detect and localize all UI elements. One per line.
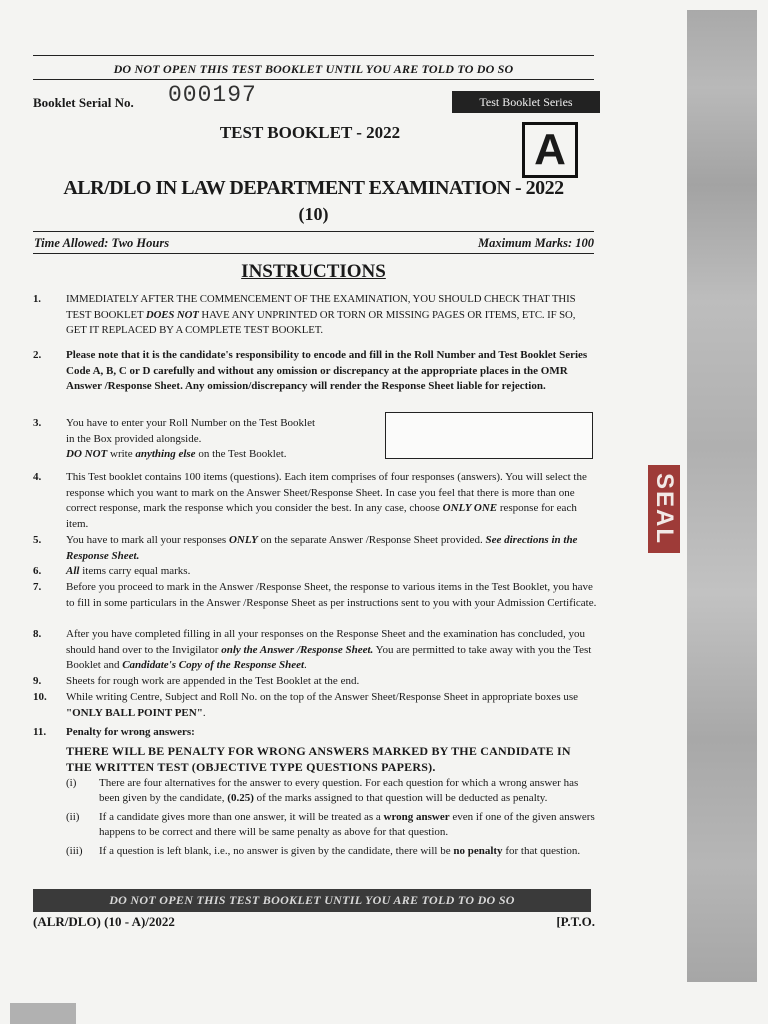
instruction-11 (33, 725, 597, 859)
top-rule-lower (33, 79, 594, 80)
penalty-clause-2 (66, 810, 597, 841)
instructions-heading: INSTRUCTIONS (241, 261, 386, 282)
seal-label: SEAL (651, 472, 679, 546)
penalty-caps-notice: THERE WILL BE PENALTY FOR WRONG ANSWERS MARKED BY THE CANDIDATE IN THE WRITTEN TEST (OBJECTIVE TYPE QUESTIONS PAPERS). (66, 743, 571, 774)
instruction-text: . (202, 706, 206, 719)
instruction-emphasis: anything else (135, 448, 196, 460)
instruction-text: Please note that it is the candidate's responsibility to encode and fill in the Roll Number and Test Booklet Series Code A, B, C or D carefully and without any omission or discrepancy at the appropriate places in the OMR Answer /Response Sheet. Any omission/discrepancy will render the Response Sheet liable for rejection. (66, 349, 588, 392)
binding-strip (687, 10, 757, 982)
top-rule (33, 55, 594, 56)
instruction-text: You have to enter your Roll Number on the Test Booklet in the Box provided alongside. (66, 417, 316, 445)
serial-number: 000197 (168, 82, 257, 108)
time-rule-top (33, 231, 594, 232)
clause-number: (i) (66, 776, 77, 789)
instruction-text: write (107, 448, 136, 460)
exam-code: (10) (298, 204, 329, 224)
instruction-text: Sheets for rough work are appended in the Test Booklet at the end. (66, 675, 360, 687)
instruction-emphasis: DOES NOT (145, 308, 199, 321)
instruction-emphasis: Candidate's Copy of the Response Sheet (122, 659, 305, 671)
instruction-4 (33, 470, 597, 532)
instruction-text: IMMEDIATELY AFTER THE COMMENCEMENT OF THE EXAMINATION, YOU SHOULD CHECK THAT THIS TEST BOOKLET (66, 293, 576, 321)
penalty-clause-3 (66, 844, 597, 860)
time-rule-bottom (33, 253, 594, 254)
pto-marker: [P.T.O. (556, 914, 595, 929)
instruction-emphasis: ONLY (228, 534, 258, 546)
instruction-9 (33, 674, 597, 690)
clause-number: (ii) (66, 810, 80, 823)
instruction-text: HAVE ANY UNPRINTED OR TORN OR MISSING PAGES OR ITEMS, ETC. IF SO, GET IT REPLACED BY A COMPLETE TEST BOOKLET. (66, 308, 576, 336)
instruction-6 (33, 564, 597, 580)
clause-text: There are four alternatives for the answer to every question. For each question for which a wrong answer has been given by the candidate, (99, 776, 579, 804)
instruction-emphasis: All (66, 565, 80, 577)
instruction-number: 3. (33, 417, 42, 429)
instruction-text: Before you proceed to mark in the Answer /Response Sheet, the response to various items in the Test Booklet, you have to fill in some particulars in the Answer /Response Sheet as per instructions sent to you with your Admission Certificate. (66, 581, 597, 609)
instruction-5 (33, 533, 597, 564)
instruction-number: 7. (33, 581, 42, 593)
clause-emphasis: (0.25) (227, 792, 254, 804)
instruction-emphasis: ONLY ONE (442, 502, 498, 514)
scan-corner-mark (10, 1003, 76, 1024)
instruction-number: 2. (33, 349, 42, 361)
instruction-7 (33, 580, 597, 611)
clause-text: even if one of the given answers happens to be correct and there will be same penalty as above for that question. (99, 810, 595, 838)
exam-title: ALR/DLO IN LAW DEPARTMENT EXAMINATION - 2022 (63, 177, 564, 199)
penalty-heading: Penalty for wrong answers: (66, 726, 195, 738)
instruction-number: 1. (33, 293, 41, 305)
series-label: Test Booklet Series (452, 91, 600, 113)
instruction-number: 9. (33, 675, 42, 687)
instruction-number: 11. (33, 726, 47, 738)
instruction-number: 5. (33, 534, 42, 546)
seal-tab (648, 465, 680, 553)
instruction-text: . (304, 659, 307, 671)
clause-number: (iii) (66, 844, 83, 857)
paper-code: (ALR/DLO) (10 - A)/2022 (33, 914, 175, 929)
instruction-2 (33, 348, 597, 395)
instruction-text: items carry equal marks. (79, 565, 191, 577)
instruction-text: You have to mark all your responses (66, 534, 229, 546)
instruction-8 (33, 627, 597, 674)
clause-text: If a question is left blank, i.e., no answer is given by the candidate, there will be (99, 844, 454, 857)
instruction-text: After you have completed filling in all your responses on the Response Sheet and the examination has concluded, you should hand over to the Invigilator (66, 628, 586, 656)
max-marks: Maximum Marks: 100 (478, 236, 594, 250)
serial-label: Booklet Serial No. (33, 95, 134, 110)
clause-text: If a candidate gives more than one answer, it will be treated as a (99, 810, 384, 823)
instruction-text: This Test booklet contains 100 items (questions). Each item comprises of four responses (answers). You will select the response which you want to mark on the Answer Sheet/Response Sheet. In case you feel that there is more than one correct response, mark the response which you consider the best. In any case, choose (66, 471, 587, 514)
clause-emphasis: no penalty (453, 844, 503, 857)
time-allowed: Time Allowed: Two Hours (34, 236, 170, 250)
instruction-emphasis: only the Answer /Response Sheet. (221, 643, 374, 656)
series-code-box: A (522, 122, 578, 178)
instruction-text: While writing Centre, Subject and Roll No. on the top of the Answer Sheet/Response Sheet in appropriate boxes use (66, 691, 579, 703)
instruction-number: 6. (33, 565, 42, 577)
instruction-number: 4. (33, 471, 42, 483)
clause-text: of the marks assigned to that question will be deducted as penalty. (253, 792, 548, 804)
clause-emphasis: wrong answer (383, 810, 450, 823)
penalty-clause-1 (66, 776, 597, 807)
top-warning: DO NOT OPEN THIS TEST BOOKLET UNTIL YOU ARE TOLD TO DO SO (113, 62, 514, 76)
instruction-emphasis: "ONLY BALL POINT PEN" (66, 706, 203, 719)
instruction-text: on the separate Answer /Response Sheet provided. (257, 534, 486, 546)
instruction-text: You are permitted to take away with you the Test Booklet and (66, 643, 592, 671)
instruction-1 (33, 292, 597, 339)
instruction-number: 8. (33, 628, 42, 640)
instruction-emphasis: DO NOT (66, 448, 108, 460)
clause-text: for that question. (502, 844, 581, 857)
instruction-text: response for each item. (66, 502, 577, 530)
instruction-10 (33, 690, 597, 721)
instruction-text: on the Test Booklet. (195, 448, 287, 460)
roll-number-box (385, 412, 593, 459)
instruction-number: 10. (33, 691, 47, 703)
booklet-title: TEST BOOKLET - 2022 (219, 123, 401, 142)
instruction-emphasis: See directions in the Response Sheet. (66, 534, 578, 562)
bottom-warning-banner: DO NOT OPEN THIS TEST BOOKLET UNTIL YOU ARE TOLD TO DO SO (33, 889, 591, 912)
instruction-3 (33, 416, 323, 463)
